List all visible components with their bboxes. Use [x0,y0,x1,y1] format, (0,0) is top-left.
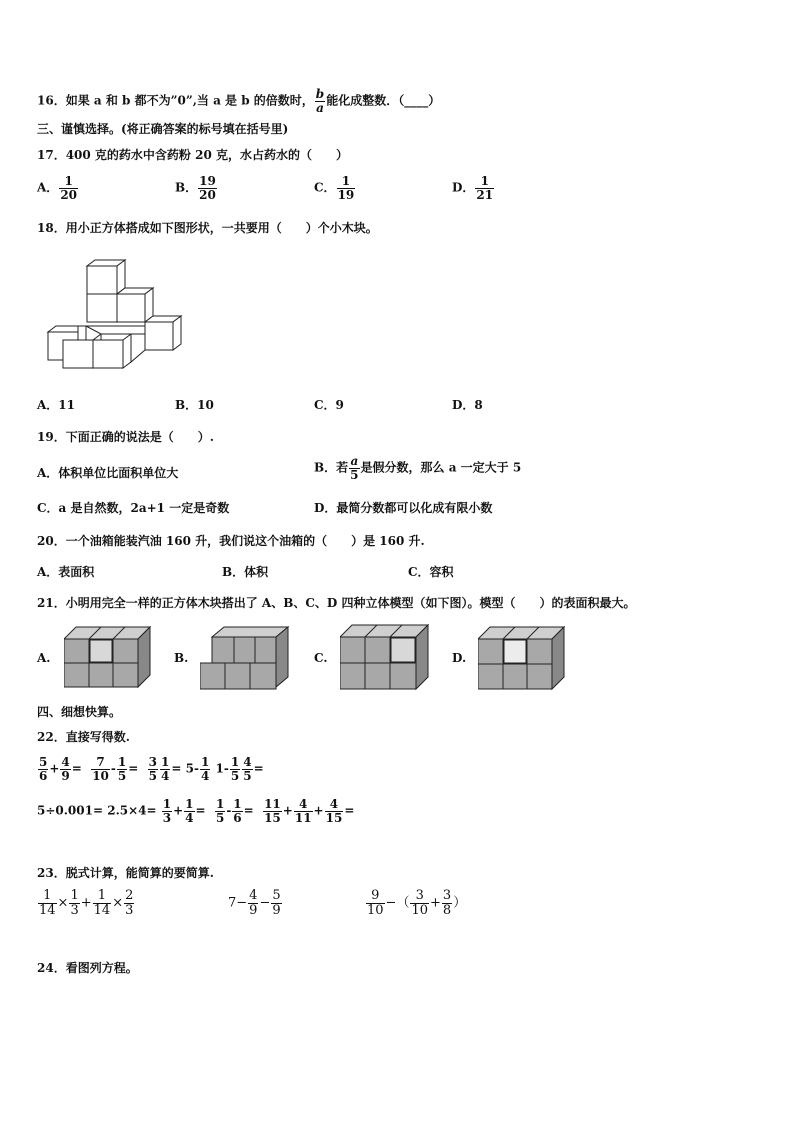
q21-label-b[interactable]: B. [174,651,189,665]
q17-option-b[interactable]: B． $\frac{19}{20}$ [175,174,216,202]
q17-option-a[interactable]: A． $\frac{1}{20}$ [37,174,78,202]
q19-option-b[interactable]: B．若 $\frac{a}{5}$ 是假分数，那么 a 一定大于 5 [314,454,522,482]
q23-expr-1: $\frac{1}{14}$ × $\frac{1}{3}$ + $\frac{1}{14}$ × $\frac{2}{3}$ [39,888,134,918]
q20-option-b[interactable]: B．体积 [222,565,269,579]
q20-option-a[interactable]: A．表面积 [37,565,95,579]
q20-text: 20．一个油箱能装汽油 160 升，我们说这个油箱的（ ）是 160 升. [37,534,425,548]
q19-option-c[interactable]: C．a 是自然数，2a+1 一定是奇数 [37,501,230,515]
model-a-figure [64,625,152,689]
model-b-figure [200,625,290,691]
q21-text: 21．小明用完全一样的正方体木块搭出了 A、B、C、D 四种立体模型（如下图）。模型（ ）的表面积最大。 [37,596,636,610]
q21-label-d[interactable]: D. [452,651,467,665]
q19-option-d[interactable]: D．最简分数都可以化成有限小数 [314,501,493,515]
cube-stack-figure [45,258,185,370]
q23-expr-3: $\frac{9}{10}$ −（ $\frac{3}{10}$ + $\frac{3}{8}$ ） [367,888,467,918]
q17-option-c[interactable]: C． $\frac{1}{19}$ [314,174,355,202]
section-3-heading: 三、谨慎选择。(将正确答案的标号填在括号里) [37,122,289,136]
q18-option-b[interactable]: B．10 [175,398,214,412]
q18-option-c[interactable]: C．9 [314,398,344,412]
q22-row1: $\frac{5}{6}$ + $\frac{4}{9}$ = $\frac{7}{10}$ - $\frac{1}{5}$ = $\frac{3}{5}$ $\frac{1}{4}$ = 5- $\frac{1}{4}$ 1- $\frac{1}{5}$ $\frac{4}{5}$ = [39,755,264,783]
q18-option-a[interactable]: A．11 [37,398,76,412]
q21-label-c[interactable]: C. [314,651,328,665]
q20-option-c[interactable]: C．容积 [408,565,454,579]
q18-option-d[interactable]: D．8 [452,398,483,412]
model-d-figure [478,625,568,691]
fraction-b-over-a: $\frac{b}{a}$ [315,87,325,115]
section-4-heading: 四、细想快算。 [37,705,122,719]
q19-text: 19．下面正确的说法是（ ）. [37,430,214,444]
q22-text: 22．直接写得数. [37,730,130,744]
q21-label-a[interactable]: A. [37,651,51,665]
q18-text: 18．用小正方体搭成如下图形状，一共要用（ ）个小木块。 [37,221,378,235]
q24-text: 24．看图列方程。 [37,961,138,975]
q23-text: 23．脱式计算，能简算的要简算. [37,866,214,880]
q22-row2: 5÷0.001= 2.5×4= $\frac{1}{3}$ + $\frac{1}{4}$ = $\frac{1}{5}$ - $\frac{1}{6}$ = $\frac{11}{15}$ + $\frac{4}{11}$ + $\frac{4}{15}$ = [37,797,355,825]
q17-option-d[interactable]: D． $\frac{1}{21}$ [452,174,494,202]
q23-expr-2: 7− $\frac{4}{9}$ − $\frac{5}{9}$ [228,888,281,918]
model-c-figure [340,623,432,691]
q16: 16．如果 a 和 b 都不为”0”,当 a 是 b 的倍数时， $\frac{b}{a}$ 能化成整数．（____） [37,87,441,115]
q19-option-a[interactable]: A．体积单位比面积单位大 [37,466,179,480]
q17-text: 17．400 克的药水中含药粉 20 克，水占药水的（ ） [37,148,348,162]
